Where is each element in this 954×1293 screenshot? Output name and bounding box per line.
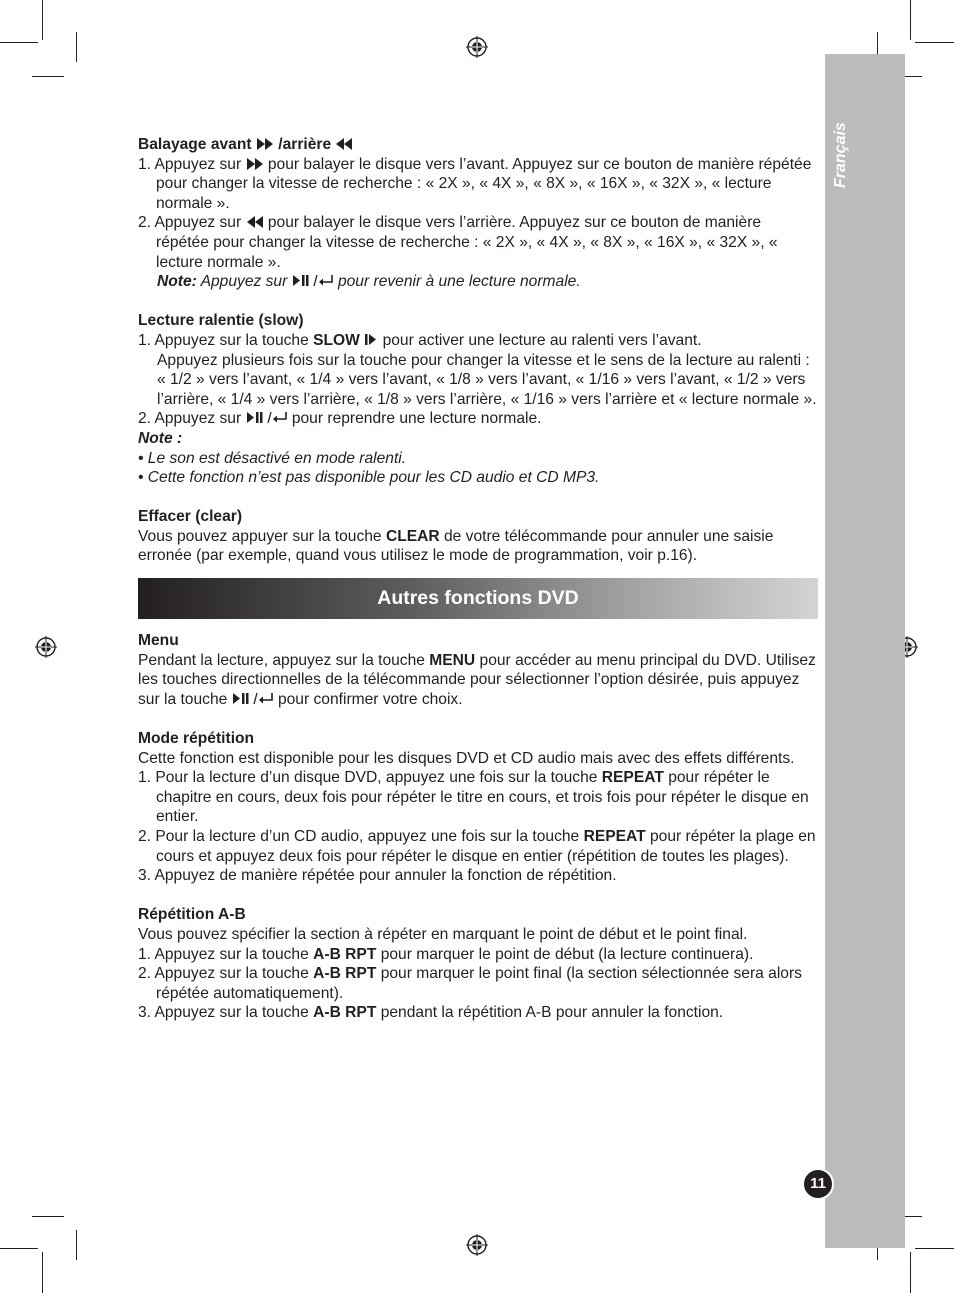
scan-note: Note: Appuyez sur pour revenir à une lecture normale. xyxy=(157,273,581,291)
clear-text: Vous pouvez appuyer sur la touche CLEAR de votre télécommande pour annuler une saisie erronée (par exemple, quand vous utilisez le mode de programmation, voir p.16). xyxy=(138,527,774,565)
rewind-icon xyxy=(246,216,264,228)
main-content xyxy=(138,135,818,1023)
registration-mark-icon xyxy=(35,636,57,658)
slow-note-label: Note : xyxy=(138,429,183,447)
list-item-continuation: Appuyez plusieurs fois sur la touche pour changer la vitesse et le sens de la lecture au ralenti : « 1/2 » vers l’avant, « 1/4 » vers l’avant, « 1/8 » vers l’avant, « 1/16 » vers l’avant, « 1/2 » vers l’arrière, « 1/4 » vers l’arrière, « 1/8 » vers l’arrière, « 1/16 » vers l’arrière et « lecture normale ». xyxy=(157,351,817,408)
menu-text: Pendant la lecture, appuyez sur la touche MENU pour accéder au menu principal du DVD. Utilisez les touches directionnelles de la télécommande pour sélectionner l’option désirée, puis appuyez sur la touche pour confirmer votre choix. xyxy=(138,651,816,708)
play-pause-enter-icon xyxy=(232,692,274,705)
fast-forward-icon xyxy=(256,138,274,150)
slow-heading: Lecture ralentie (slow) xyxy=(138,312,304,330)
repeat-intro: Cette fonction est disponible pour les disques DVD et CD audio mais avec des effets différents. xyxy=(138,749,795,767)
slow-note: • Le son est désactivé en mode ralenti. xyxy=(138,449,407,467)
list-item: 2. Appuyez sur pour reprendre une lecture normale. xyxy=(138,410,542,428)
play-pause-enter-icon xyxy=(246,411,288,424)
play-pause-enter-icon xyxy=(292,274,334,287)
list-item: 1. Appuyez sur la touche SLOW pour activer une lecture au ralenti vers l’avant. xyxy=(138,331,702,349)
language-label: Français xyxy=(832,122,849,188)
ab-intro: Vous pouvez spécifier la section à répéter en marquant le point de début et le point final. xyxy=(138,925,748,943)
clear-heading: Effacer (clear) xyxy=(138,508,243,526)
list-item: 3. Appuyez sur la touche A-B RPT pendant la répétition A-B pour annuler la fonction. xyxy=(138,1004,724,1022)
section-banner: Autres fonctions DVD xyxy=(138,578,818,619)
slow-icon xyxy=(364,333,378,346)
registration-mark-icon xyxy=(466,36,488,58)
slow-note: • Cette fonction n’est pas disponible pour les CD audio et CD MP3. xyxy=(138,469,600,487)
list-item: 1. Appuyez sur pour balayer le disque vers l’avant. Appuyez sur ce bouton de manière répétée pour changer la vitesse de recherche : « 2X », « 4X », « 8X », « 16X », « 32X », « lecture normale ». xyxy=(138,155,812,212)
list-item: 2. Appuyez sur pour balayer le disque vers l’arrière. Appuyez sur ce bouton de manière répétée pour changer la vitesse de recherche : « 2X », « 4X », « 8X », « 16X », « 32X », « lecture normale ». xyxy=(138,214,778,271)
list-item: 1. Pour la lecture d’un disque DVD, appuyez une fois sur la touche REPEAT pour répéter le chapitre en cours, deux fois pour répéter le titre en cours, et trois fois pour répéter le disque en entier. xyxy=(138,769,809,826)
list-item: 2. Appuyez sur la touche A-B RPT pour marquer le point final (la section sélectionnée sera alors répétée automatiquement). xyxy=(138,965,802,1002)
list-item: 1. Appuyez sur la touche A-B RPT pour marquer le point de début (la lecture continuera). xyxy=(138,945,754,963)
scan-heading: Balayage avant /arrière xyxy=(138,135,818,155)
registration-mark-icon xyxy=(466,1234,488,1256)
page-number: 11 xyxy=(802,1168,834,1200)
list-item: 2. Pour la lecture d’un CD audio, appuyez une fois sur la touche REPEAT pour répéter la plage en cours et appuyez deux fois pour répéter le disque en entier (répétition de toutes les plages). xyxy=(138,828,816,865)
language-sidebar xyxy=(825,54,905,1248)
repeat-heading: Mode répétition xyxy=(138,730,255,748)
fast-forward-icon xyxy=(246,158,264,170)
menu-heading: Menu xyxy=(138,632,179,650)
ab-heading: Répétition A-B xyxy=(138,906,246,924)
list-item: 3. Appuyez de manière répétée pour annuler la fonction de répétition. xyxy=(138,867,617,885)
rewind-icon xyxy=(335,138,353,150)
